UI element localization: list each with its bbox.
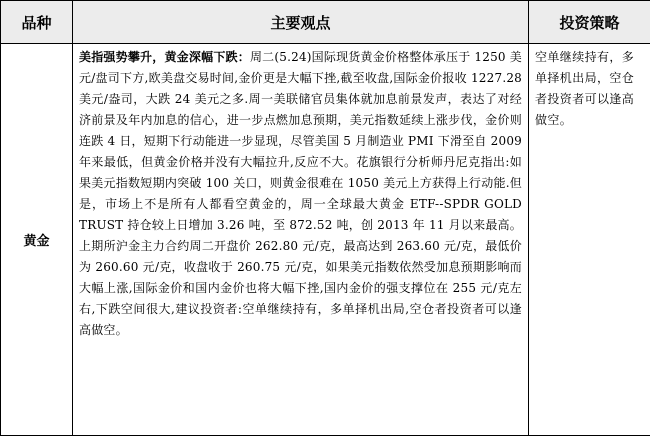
- header-strategy: 投资策略: [529, 1, 650, 44]
- table-header-row: [1, 1, 650, 44]
- header-main-view: 主要观点: [73, 1, 529, 44]
- table-row: [1, 44, 650, 436]
- strategy-cell: 空单继续持有，多单择机出局，空仓者投资者可以逢高做空。: [529, 44, 650, 436]
- view-body-text: 周二(5.24)国际现货黄金价格整体承压于 1250 美元/盘司下方,欧美盘交易时间,金价更是大幅下挫,截至收盘,国际金价报收 1227.28 美元/盎司，大跌 24 美元之多.周一美联储官员集体就加息前景发声，表达了对经济前景及年内加息的信心，进一步点燃加息预期，美元指数延续上涨步伐，金价则连跌 4 日，短期下行动能进一步显现，尽管美国 5 月制造业 PMI 下滑至自 2009 年来最低，但黄金价格并没有大幅拉升,反应不大。花旗银行分析师丹尼克指出:如果美元指数短期内突破 100 关口，则黄金很难在 1050 美元上方获得上行动能.但是，市场上不是所有人都看空黄金的，周一全球最大黄金 ETF--SPDR GOLD TRUST 持仓较上日增加 3.26 吨，至 872.52 吨，创 2013 年 11 月以来最高。上期所沪金主力合约周二开盘价 262.80 元/克，最高达到 263.60 元/克，最低价为 260.60 元/克，收盘收于 260.75 元/克，如果美元指数依然受加息预期影响而大幅上涨,国际金价和国内金价也将大幅下挫,国内金价的强支撑位在 255 元/克左右,下跌空间很大,建议投资者:空单继续持有，多单择机出局,空仓者投资者可以逢高做空。: [79, 50, 522, 337]
- variety-cell: 黄金: [1, 44, 73, 436]
- header-variety: 品种: [1, 1, 73, 44]
- view-lead-text: 美指强势攀升，黄金深幅下跌：: [79, 50, 250, 64]
- main-view-cell: [73, 44, 529, 436]
